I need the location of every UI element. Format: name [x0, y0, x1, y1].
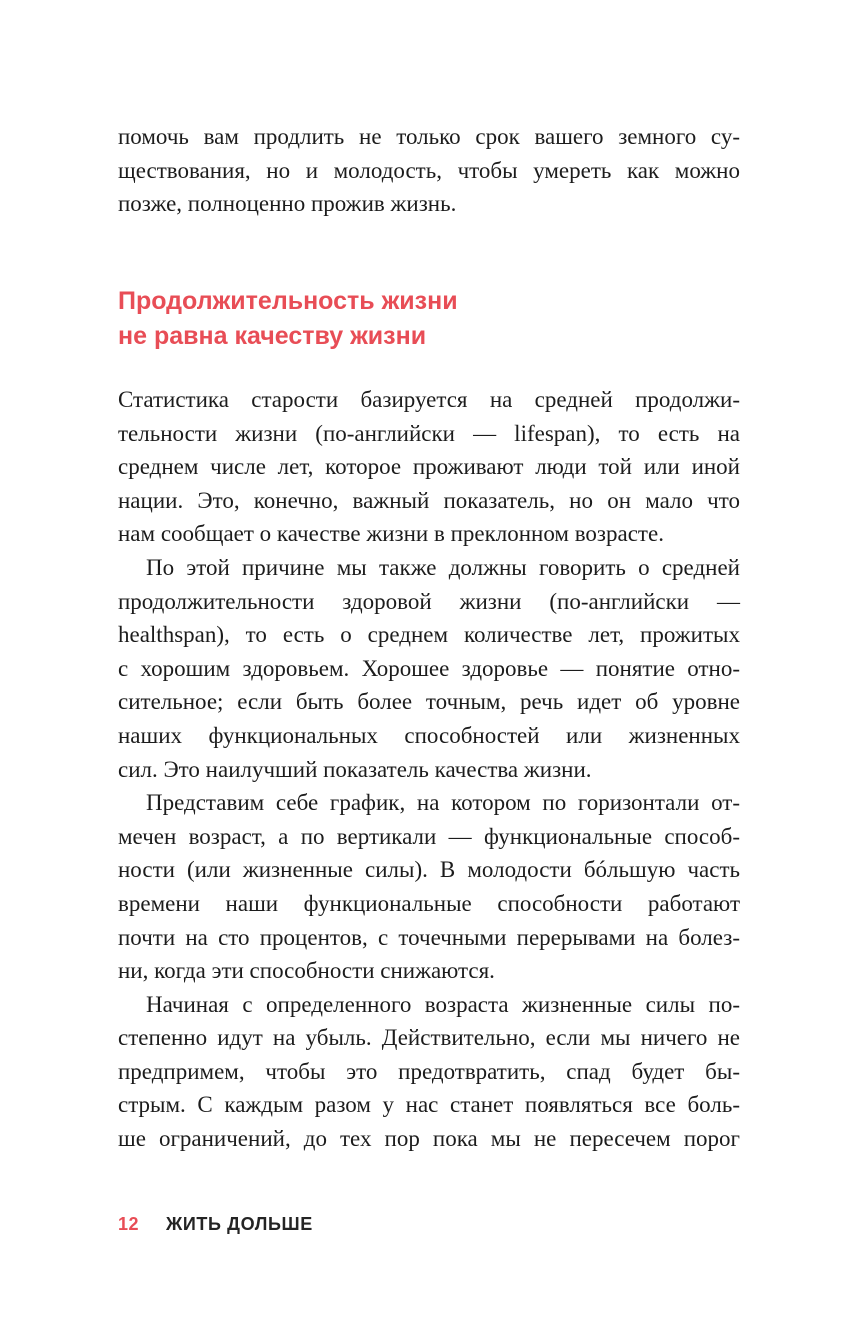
section-heading-line-2: не равна качеству жизни — [118, 322, 427, 350]
text-line: ществования, но и молодость, чтобы умереть как можно — [118, 157, 740, 183]
paragraph — [118, 383, 740, 551]
text-line: сительное; если быть более точным, речь идет об уровне — [118, 689, 740, 715]
text-line: времени наши функциональные способности работают — [118, 890, 740, 916]
running-title: ЖИТЬ ДОЛЬШЕ — [166, 1214, 313, 1234]
text-line: Представим себе график, на котором по горизонтали от- — [146, 790, 740, 816]
intro-paragraph — [118, 120, 740, 221]
text-line: ни, когда эти способности снижаются. — [118, 958, 495, 984]
text-line: нам сообщает о качестве жизни в преклонном возрасте. — [118, 521, 664, 547]
text-line: среднем числе лет, которое проживают люди той или иной — [118, 454, 740, 480]
text-line: предпримем, чтобы это предотвратить, спад будет бы- — [118, 1058, 740, 1084]
text-line: продолжительности здоровой жизни (по-английски — — [118, 588, 740, 614]
text-line: мечен возраст, а по вертикали — функциональные способ- — [118, 823, 740, 849]
text-line: помочь вам продлить не только срок вашего земного су- — [118, 124, 740, 149]
text-line: сил. Это наилучший показатель качества жизни. — [118, 756, 592, 782]
text-line: ности (или жизненные силы). В молодости бóльшую часть — [118, 857, 740, 883]
text-line: почти на сто процентов, с точечными перерывами на болез- — [118, 924, 740, 950]
section-heading-line-1: Продолжительность жизни — [118, 287, 458, 315]
text-line: Статистика старости базируется на средней продолжи- — [118, 387, 740, 412]
body-paragraphs — [118, 383, 740, 1156]
section-heading — [118, 284, 740, 354]
text-line: По этой причине мы также должны говорить о средней — [146, 554, 740, 580]
text-line: ше ограничений, до тех пор пока мы не пересечем порог — [118, 1126, 740, 1152]
text-line: тельности жизни (по-английски — lifespan), то есть на — [118, 420, 740, 446]
text-line: с хорошим здоровьем. Хорошее здоровье — понятие отно- — [118, 655, 740, 681]
text-line: нации. Это, конечно, важный показатель, но он мало что — [118, 487, 740, 513]
paragraph — [118, 551, 740, 786]
text-line: наших функциональных способностей или жизненных — [118, 722, 740, 748]
text-line: Начиная с определенного возраста жизненные силы по- — [146, 991, 740, 1017]
text-line: позже, полноценно прожив жизнь. — [118, 191, 457, 217]
paragraph — [118, 988, 740, 1156]
text-line: healthspan), то есть о среднем количестве лет, прожитых — [118, 622, 740, 648]
page-number: 12 — [118, 1214, 140, 1234]
page-footer — [118, 1213, 740, 1235]
paragraph — [118, 786, 740, 988]
text-line: стрым. С каждым разом у нас станет появляться все боль- — [118, 1092, 740, 1118]
text-line: степенно идут на убыль. Действительно, если мы ничего не — [118, 1025, 740, 1051]
